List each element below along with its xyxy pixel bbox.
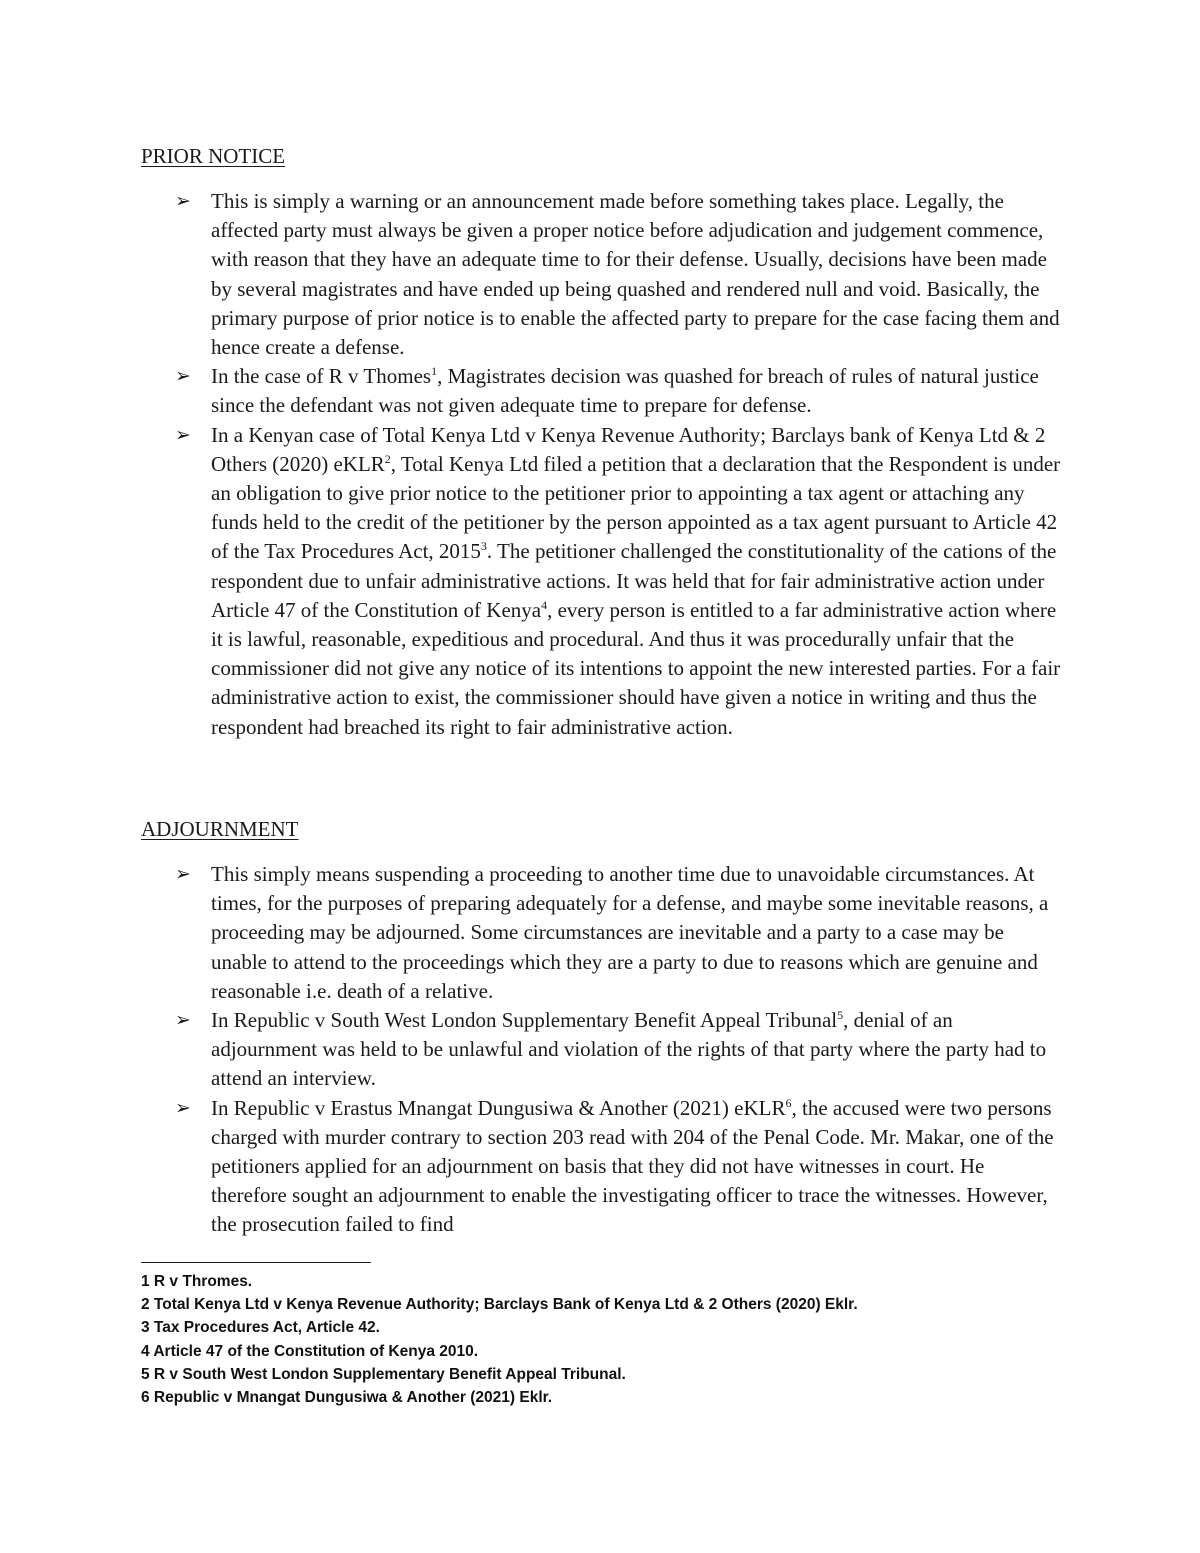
footnote-separator <box>141 1262 371 1263</box>
bullet-text: , Magistrates decision was quashed for breach of rules of natural justice since the defendant was not given adequate time to prepare for defense. <box>211 364 1039 418</box>
bullet-item <box>175 421 1061 742</box>
footnote-4: 4 Article 47 of the Constitution of Kenya 2010. <box>141 1342 479 1360</box>
arrowhead-bullet-icon: ➢ <box>175 1096 191 1119</box>
footnote-reference: 3 <box>480 539 487 554</box>
footnotes-list <box>141 1270 858 1409</box>
footnote-reference: 4 <box>541 597 548 612</box>
bullet-text: In Republic v South West London Supplementary Benefit Appeal Tribunal <box>211 1008 838 1033</box>
bullet-text: This is simply a warning or an announcement made before something takes place. Legally, the affected party must always be given a proper notice before adjudication and judgement commence, with reason that they have an adequate time to for their defense. Usually, decisions have been made by several magistrates and have ended up being quashed and rendered null and void. Basically, the primary purpose of prior notice is to enable the affected party to prepare for the case facing them and hence create a defense. <box>211 189 1060 360</box>
bullet-text: , denial of an adjournment was held to be unlawful and violation of the rights of that party where the party had to attend an interview. <box>211 1008 1047 1091</box>
bullet-item <box>175 860 1061 1006</box>
arrowhead-bullet-icon: ➢ <box>175 863 191 885</box>
bullet-text: In a Kenyan case of Total Kenya Ltd v Kenya Revenue Authority; Barclays bank of Kenya Ltd & 2 Others (2020) eKLR <box>211 422 1046 476</box>
arrowhead-bullet-icon: ➢ <box>175 1009 191 1032</box>
bullet-text: This simply means suspending a proceeding to another time due to unavoidable circumstances. At times, for the purposes of preparing adequately for a defense, and maybe some inevitable reasons, a proceeding may be adjourned. Some circumstances are inevitable and a party to a case may be unable to attend to the proceedings which they are a party to due to reasons which are genuine and reasonable i.e. death of a relative. <box>211 862 1049 1003</box>
footnote-3: 3 Tax Procedures Act, Article 42. <box>141 1319 380 1337</box>
bullet-text: , every person is entitled to a far administrative action where it is lawful, reasonable, expeditious and procedural. And thus it was procedurally unfair that the commissioner did not give any notice of its intentions to appoint the new interested parties. For a fair administrative action to exist, the commissioner should have given a notice in writing and thus the respondent had breached its right to fair administrative action. <box>211 597 1061 739</box>
bullet-text: , the accused were two persons charged with murder contrary to section 203 read with 204 of the Penal Code. Mr. Makar, one of the petitioners applied for an adjournment on basis that they did not have witnesses in court. He therefore sought an adjournment to enable the investigating officer to trace the witnesses. However, the prosecution failed to find <box>211 1095 1054 1237</box>
section-heading-adjournment: ADJOURNMENT <box>141 817 299 841</box>
bullet-item <box>175 362 1061 420</box>
bullet-item <box>175 187 1061 362</box>
bullet-item <box>175 1094 1061 1240</box>
footnote-5: 5 R v South West London Supplementary Benefit Appeal Tribunal. <box>141 1365 626 1383</box>
bullet-text: . The petitioner challenged the constitutionality of the cations of the respondent due to unfair administrative actions. It was held that for fair administrative action under Article 47 of the Constitution of Kenya <box>211 539 1057 622</box>
bullet-text: In the case of R v Thomes <box>211 364 432 389</box>
arrowhead-bullet-icon: ➢ <box>175 423 191 446</box>
bullet-text: In Republic v Erastus Mnangat Dungusiwa & Another (2021) eKLR <box>211 1095 786 1120</box>
footnote-1: 1 R v Thromes. <box>141 1273 253 1290</box>
footnote-reference: 5 <box>837 1008 844 1023</box>
footnote-2: 2 Total Kenya Ltd v Kenya Revenue Authority; Barclays Bank of Kenya Ltd & 2 Others (2020) Eklr. <box>141 1296 858 1314</box>
bullet-text: , Total Kenya Ltd filed a petition that a declaration that the Respondent is under an obligation to give prior notice to the petitioner prior to appointing a tax agent or attaching any funds held to the credit of the petitioner by the person appointed as a tax agent pursuant to Article 42 of the Tax Procedures Act, 2015 <box>211 451 1061 564</box>
section-heading-prior-notice: PRIOR NOTICE <box>141 144 286 168</box>
footnote-6: 6 Republic v Mnangat Dungusiwa & Another (2021) Eklr. <box>141 1389 553 1407</box>
bullet-item <box>175 1006 1061 1094</box>
footnote-reference: 6 <box>785 1095 792 1110</box>
arrowhead-bullet-icon: ➢ <box>175 190 191 212</box>
prior-notice-bullet-list <box>175 187 1061 742</box>
footnote-reference: 2 <box>384 451 391 466</box>
arrowhead-bullet-icon: ➢ <box>175 365 191 388</box>
footnote-reference: 1 <box>431 364 438 379</box>
adjournment-bullet-list <box>175 860 1061 1240</box>
